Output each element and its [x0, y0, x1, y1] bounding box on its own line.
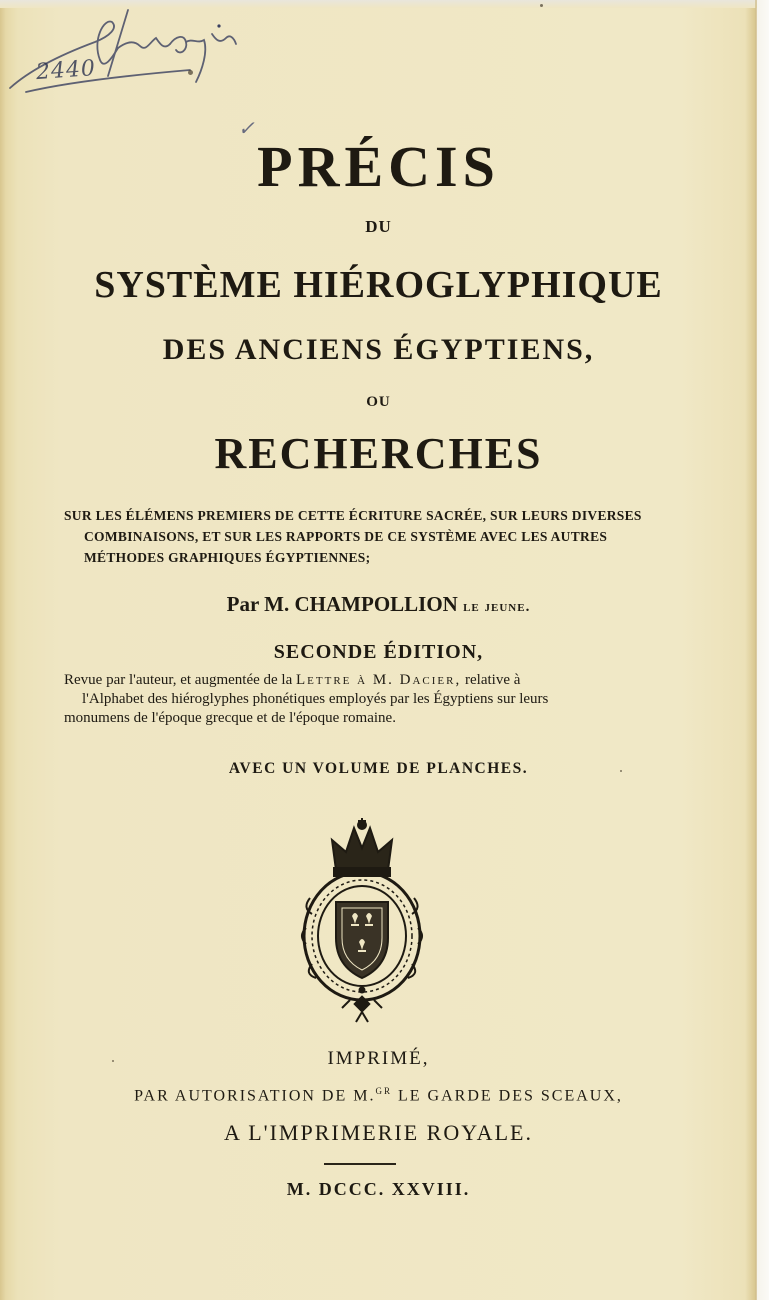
paper-speck [188, 70, 193, 75]
description-line: COMBINAISONS, ET SUR LES RAPPORTS DE CE SYSTÈME AVEC LES AUTRES [84, 529, 608, 544]
divider-rule [324, 1163, 396, 1165]
imprint-printed: IMPRIMÉ, [327, 1048, 430, 1069]
paper-speck [620, 770, 622, 772]
authorization-superscript: GR [375, 1086, 392, 1096]
title-subject: SYSTÈME HIÉROGLYPHIQUE [94, 264, 663, 306]
title-connector-du: DU [365, 217, 392, 236]
paper-speck [112, 1060, 114, 1062]
revision-note [64, 671, 674, 728]
plates-note: AVEC UN VOLUME DE PLANCHES. [228, 760, 529, 777]
authorization-text: PAR AUTORISATION DE M. [134, 1087, 376, 1105]
paper-speck [540, 4, 543, 7]
alternate-title: RECHERCHES [214, 429, 543, 478]
royal-coat-of-arms-icon [296, 818, 428, 1024]
main-title: PRÉCIS [257, 134, 500, 199]
handwritten-check-mark: ✓ [238, 116, 255, 140]
publication-date: M. DCCC. XXVIII. [286, 1179, 471, 1199]
letter-reference: Lettre à M. Dacier, [296, 672, 462, 688]
description-line: MÉTHODES GRAPHIQUES ÉGYPTIENNES; [84, 550, 371, 565]
revision-text: relative à [465, 672, 521, 688]
authorization-text: LE GARDE DES SCEAUX, [392, 1087, 623, 1105]
description-line: SUR LES ÉLÉMENS PREMIERS DE CETTE ÉCRITURE SACRÉE, SUR LEURS DIVERSES [64, 508, 642, 523]
author-prefix: Par M. [226, 592, 290, 616]
imprint-authorization [0, 1086, 757, 1105]
edition-statement: SECONDE ÉDITION, [273, 641, 484, 663]
author-suffix: le jeune. [463, 599, 531, 615]
revision-text: Revue par l'auteur, et augmentée de la [64, 672, 293, 688]
revision-line [64, 671, 674, 690]
title-connector-ou: OU [366, 394, 391, 410]
author-line [0, 592, 757, 617]
title-of-egyptians: DES ANCIENS ÉGYPTIENS, [162, 333, 595, 366]
author-name: CHAMPOLLION [294, 592, 458, 616]
imprint-press: A L'IMPRIMERIE ROYALE. [224, 1120, 533, 1145]
subtitle-description [64, 505, 664, 568]
revision-line: monumens de l'époque grecque et de l'époque romaine. [64, 710, 396, 726]
handwritten-shelf-number: 2440 [35, 55, 97, 86]
revision-line: l'Alphabet des hiéroglyphes phonétiques employés par les Égyptiens sur leurs [82, 691, 549, 707]
